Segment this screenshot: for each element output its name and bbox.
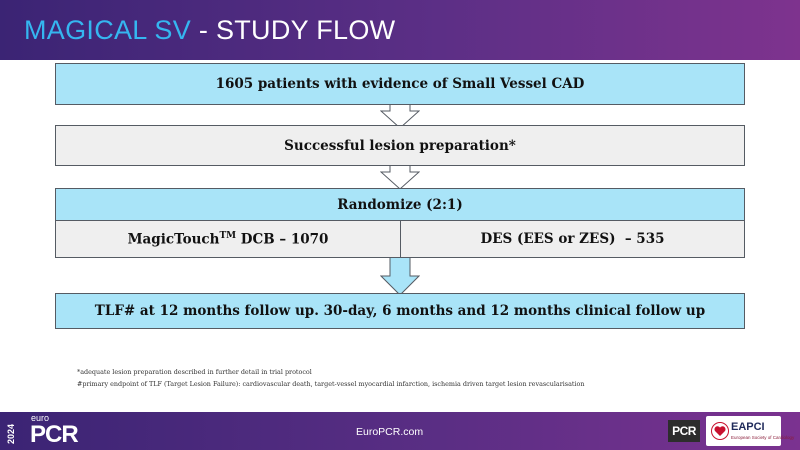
title-rest: - STUDY FLOW	[191, 15, 396, 45]
trademark-superscript: TM	[219, 230, 237, 241]
box-outcome	[55, 293, 745, 329]
box-arm-dcb-label	[128, 231, 329, 248]
footer-bar	[0, 412, 800, 450]
box-lesion-preparation-label: Successful lesion preparation*	[284, 137, 516, 154]
arrow-down-icon	[380, 164, 420, 190]
box-arm-des	[400, 220, 745, 258]
box-lesion-preparation	[55, 125, 745, 166]
heart-icon	[711, 422, 729, 440]
page-title	[24, 15, 395, 46]
logo-euro: euro	[31, 413, 50, 423]
box-patients	[55, 63, 745, 105]
box-arm-des-label: DES (EES or ZES) – 535	[480, 231, 665, 247]
box-patients-label: 1605 patients with evidence of Small Vessel CAD	[215, 76, 585, 92]
box-arm-dcb	[55, 220, 401, 258]
title-accent: MAGICAL SV	[24, 15, 192, 45]
box-randomize-label: Randomize (2:1)	[337, 196, 463, 213]
footnote-lesion: *adequate lesion preparation described in further detail in trial protocol	[77, 368, 312, 376]
logo-pcr: PCR	[30, 421, 78, 448]
logo-year: 2024	[6, 423, 16, 444]
eapci-subtitle: European Society of Cardiology	[731, 435, 795, 440]
eapci-logo	[706, 416, 795, 446]
eapci-label: EAPCI	[731, 421, 765, 433]
arm-dcb-name: MagicTouch	[127, 231, 220, 248]
site-link[interactable]: EuroPCR.com	[356, 426, 424, 438]
arm-dcb-count: DCB – 1070	[236, 231, 329, 248]
arrow-down-icon	[380, 256, 420, 296]
footnote-endpoint: #primary endpoint of TLF (Target Lesion Failure): cardiovascular death, target-vessel myocardial infarction, ischemia driven target lesion revascularisation	[77, 380, 585, 388]
header-bar	[0, 0, 800, 60]
box-randomize	[55, 188, 745, 221]
box-outcome-label: TLF# at 12 months follow up. 30-day, 6 months and 12 months clinical follow up	[94, 303, 706, 319]
pcr-logo: PCR	[668, 420, 700, 442]
